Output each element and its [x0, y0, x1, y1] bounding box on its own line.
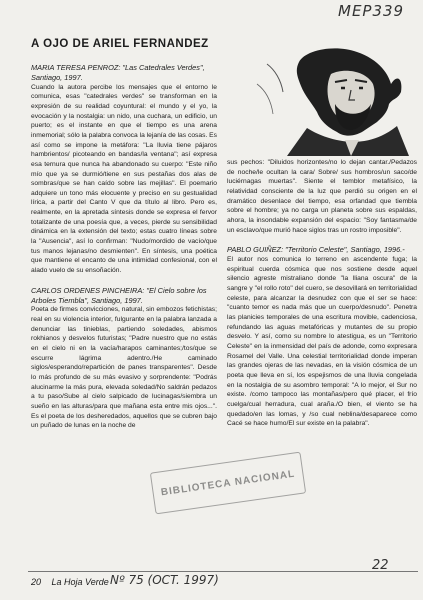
archive-mark: MEP339: [338, 2, 405, 20]
library-stamp: [150, 452, 306, 515]
issue-annotation: Nº 75 (OCT. 1997): [110, 573, 219, 587]
page-title: A OJO DE ARIEL FERNANDEZ: [31, 38, 209, 50]
stamp-text: BIBLIOTECA NACIONAL: [160, 468, 296, 498]
left-column: [31, 63, 217, 431]
section3-text: El autor nos comunica lo terreno en ascendente fuga; la espiritual cuerda cósmica que nos sostiene desde aquel silencio agreste mistraliano donde "la lliana oscura" de la sangre y "el rollo roto" del cuero, se desovillará en territorialidad celeste, para alcanzar la desnudez con que el ser se hace: "cuanto temor es nada más que un cuerpo/desnudo". Penetra las planicies temporales de una escritura movible, cadenciosa, refundando las aguas metafóricas y mutantes de su propio desvelo. Y así, como su nombre lo atestigua, es un "Territorio Celeste" en la inmensidad del país de adonde, como expresara Rosamel del Valle. Una celestial territorialidad donde imperan las grandes ojeras de las nevadas, en la visión cósmica de un poeta que lleva en sí, los espejismos de una lluvia congelada en la nostalgia de su asombro temporal: "A lo mejor, el Sur no existe. /como tampoco las montañas/pero qué placer, el frío cuelga/cual herradura, cual araña./O bien, el viento se ha quedado/en las lomas, y /so cual neblina/desaparece como Cacé se hace humo/El sur existe en la palabra".: [227, 256, 417, 428]
section2-text: Poeta de firmes convicciones, natural, sin embozos fetichistas; real en su violencia interior, fulgurante en la palabra lanzada a denunciar las tinieblas, partiendo soledades, abismos rokhianos y desvelos futuristas; "Padre nuestro que no estás en el cielo ni en la vacía/harapos caminantes;/tos/que se escurre lágrima adentro./He caminado siglos/esperando/repartición de panes transparentes". Desde lo más profundo de su más evasivo y sorprendente: "Podrás alucinarme la más pura, elevada soledad/No saldrán pedazos a tu paso/Sube al cielo salpicado de lucinagas/siembra un sueño en las alturas/para que mañana esta entre mis ojos...". Es el poeta de los desheredados, aquellos que se cubren bajo un puñado de lunas en la noche de: [31, 306, 217, 430]
section1-byline: MARIA TERESA PENROZ: "Las Catedrales Verdes", Santiago, 1997.: [31, 63, 205, 82]
right-column: [227, 158, 417, 429]
page-number: 20: [31, 577, 42, 587]
footer-rule: [28, 571, 418, 572]
section1-text: Cuando la autora percibe los mensajes que el entorno le comunica, esas "catedrales verdes" se transforman en la expresión de su realidad coyuntural: el mundo y el yo, la evocación y la nostalgia: un nido, una cuchara, un edificio, un puerto; es el instante en que el tiempo es una arena inmemorial; sólo la palabra convoca la lejanía de las cosas. Es así como se impone la metáfora: "La lluvia tiene pájaros hambrientos/ picoteando en bandas/la ventana"; así expresa esa ternura que nunca ha abandonado su cuerpo: "Este niño mío que ya se durmió/tiene en sus pestañas dos alas de sombras/que se han caído sobre las mejillas". El poemario adquiere un tono más elocuente y preciso en su gestualidad lírica, a partir del Canto V que da título al libro. Pero es, realmente, en la apretada síntesis donde se expresa el fervor totalizante de una poesía que, a veces, pierde su sensibilidad dinámica en la extensión del texto; estas cuatro líneas sobre la "Ausencia", así lo confirman: "Nudo/mordido de vacío/que tus manos lejanas/no desmienten". En síntesis, una poética que mantiene el encanto de una intimidad confesional, con el alado vuelo de su ensoñación.: [31, 83, 217, 275]
corner-annotation: 22: [372, 558, 389, 573]
section2-text-continued: sus pechos: "Diluidos horizontes/no lo dejan cantar./Pedazos de noche/le ocultan la cara/ Sobre/ sus hombros/un saco/de luciérnagas muertas". Siente el temblor metafísico, la relatividad consciente de la luz que perdió su origen en el dramático desenlace del tiempo, esa orfandad que tiembla sobre el hombre; ya no carga un planeta sobre sus espaldas, ahora, la insondable expansión del espacio: "Soy fantasma/de un esclavo/que murió hace siglos tras un rostro imposible".: [227, 159, 417, 234]
author-portrait: [247, 44, 409, 156]
section2-byline: CARLOS ORDENES PINCHEIRA: "El Cielo sobre los Arboles Tiembla", Santiago, 1997.: [31, 285, 207, 305]
section3-byline: PABLO GUIÑEZ: "Territorio Celeste", Santiago, 1996.-: [227, 245, 405, 255]
magazine-name: La Hoja Verde: [51, 577, 109, 587]
footer: [31, 577, 109, 587]
